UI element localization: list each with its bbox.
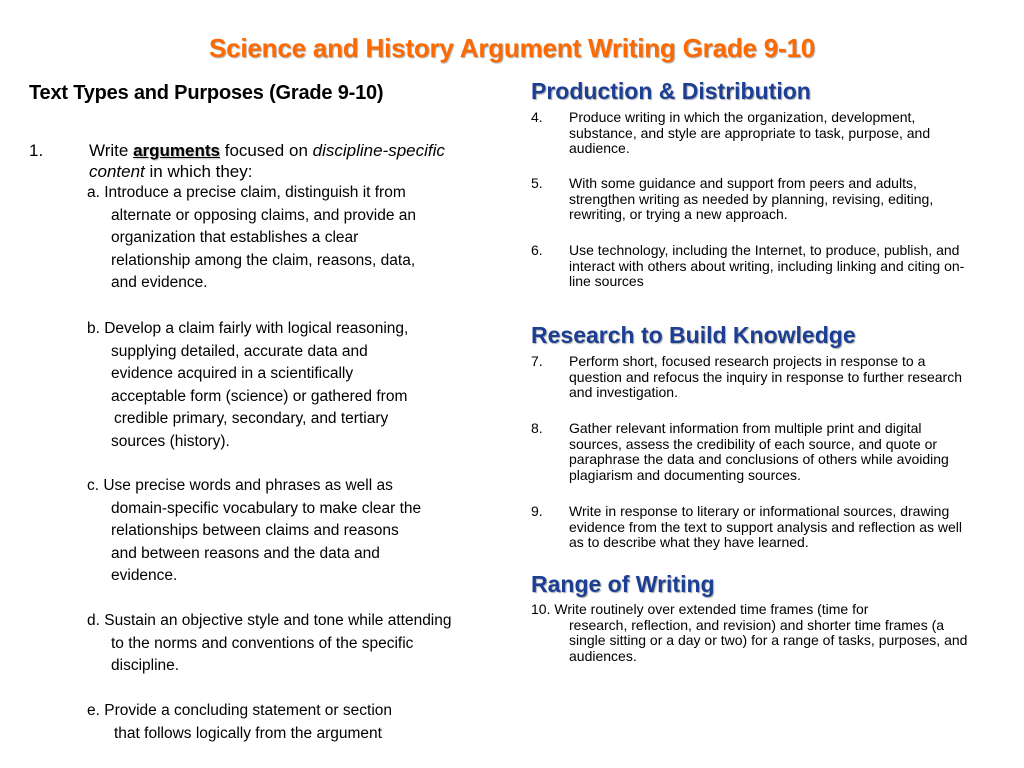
slide-title: Science and History Argument Writing Grade 9-10 [208, 33, 816, 63]
subitem-c: c. Use precise words and phrases as well as domain-specific vocabulary to make clear the relationships between claims and reasons and between reasons and the data and evidence. [87, 477, 422, 585]
item-text: Write arguments focused on discipline-specific content in which they: [89, 141, 445, 181]
left-heading: Text Types and Purposes (Grade 9-10) [29, 82, 384, 104]
range-heading: Range of Writing [531, 571, 715, 597]
subitem-d: d. Sustain an objective style and tone while attending to the norms and conventions of the specific discipline. [87, 612, 452, 675]
subitem-a: a. Introduce a precise claim, distinguish it from alternate or opposing claims, and provide an organization that establishes a clear relationship among the claim, reasons, data, and evidence. [87, 184, 417, 292]
item-number: 1. [29, 141, 44, 160]
production-heading: Production & Distribution [531, 78, 811, 104]
subitem-e: e. Provide a concluding statement or section that follows logically from the argument [87, 702, 393, 742]
subitem-b: b. Develop a claim fairly with logical reasoning, supplying detailed, accurate data and evidence acquired in a scientifically acceptable form (science) or gathered from credible primary, secondary, and tertiary sources (history). [87, 320, 409, 450]
research-heading: Research to Build Knowledge [531, 322, 856, 348]
arguments-emphasis: arguments [133, 141, 220, 160]
